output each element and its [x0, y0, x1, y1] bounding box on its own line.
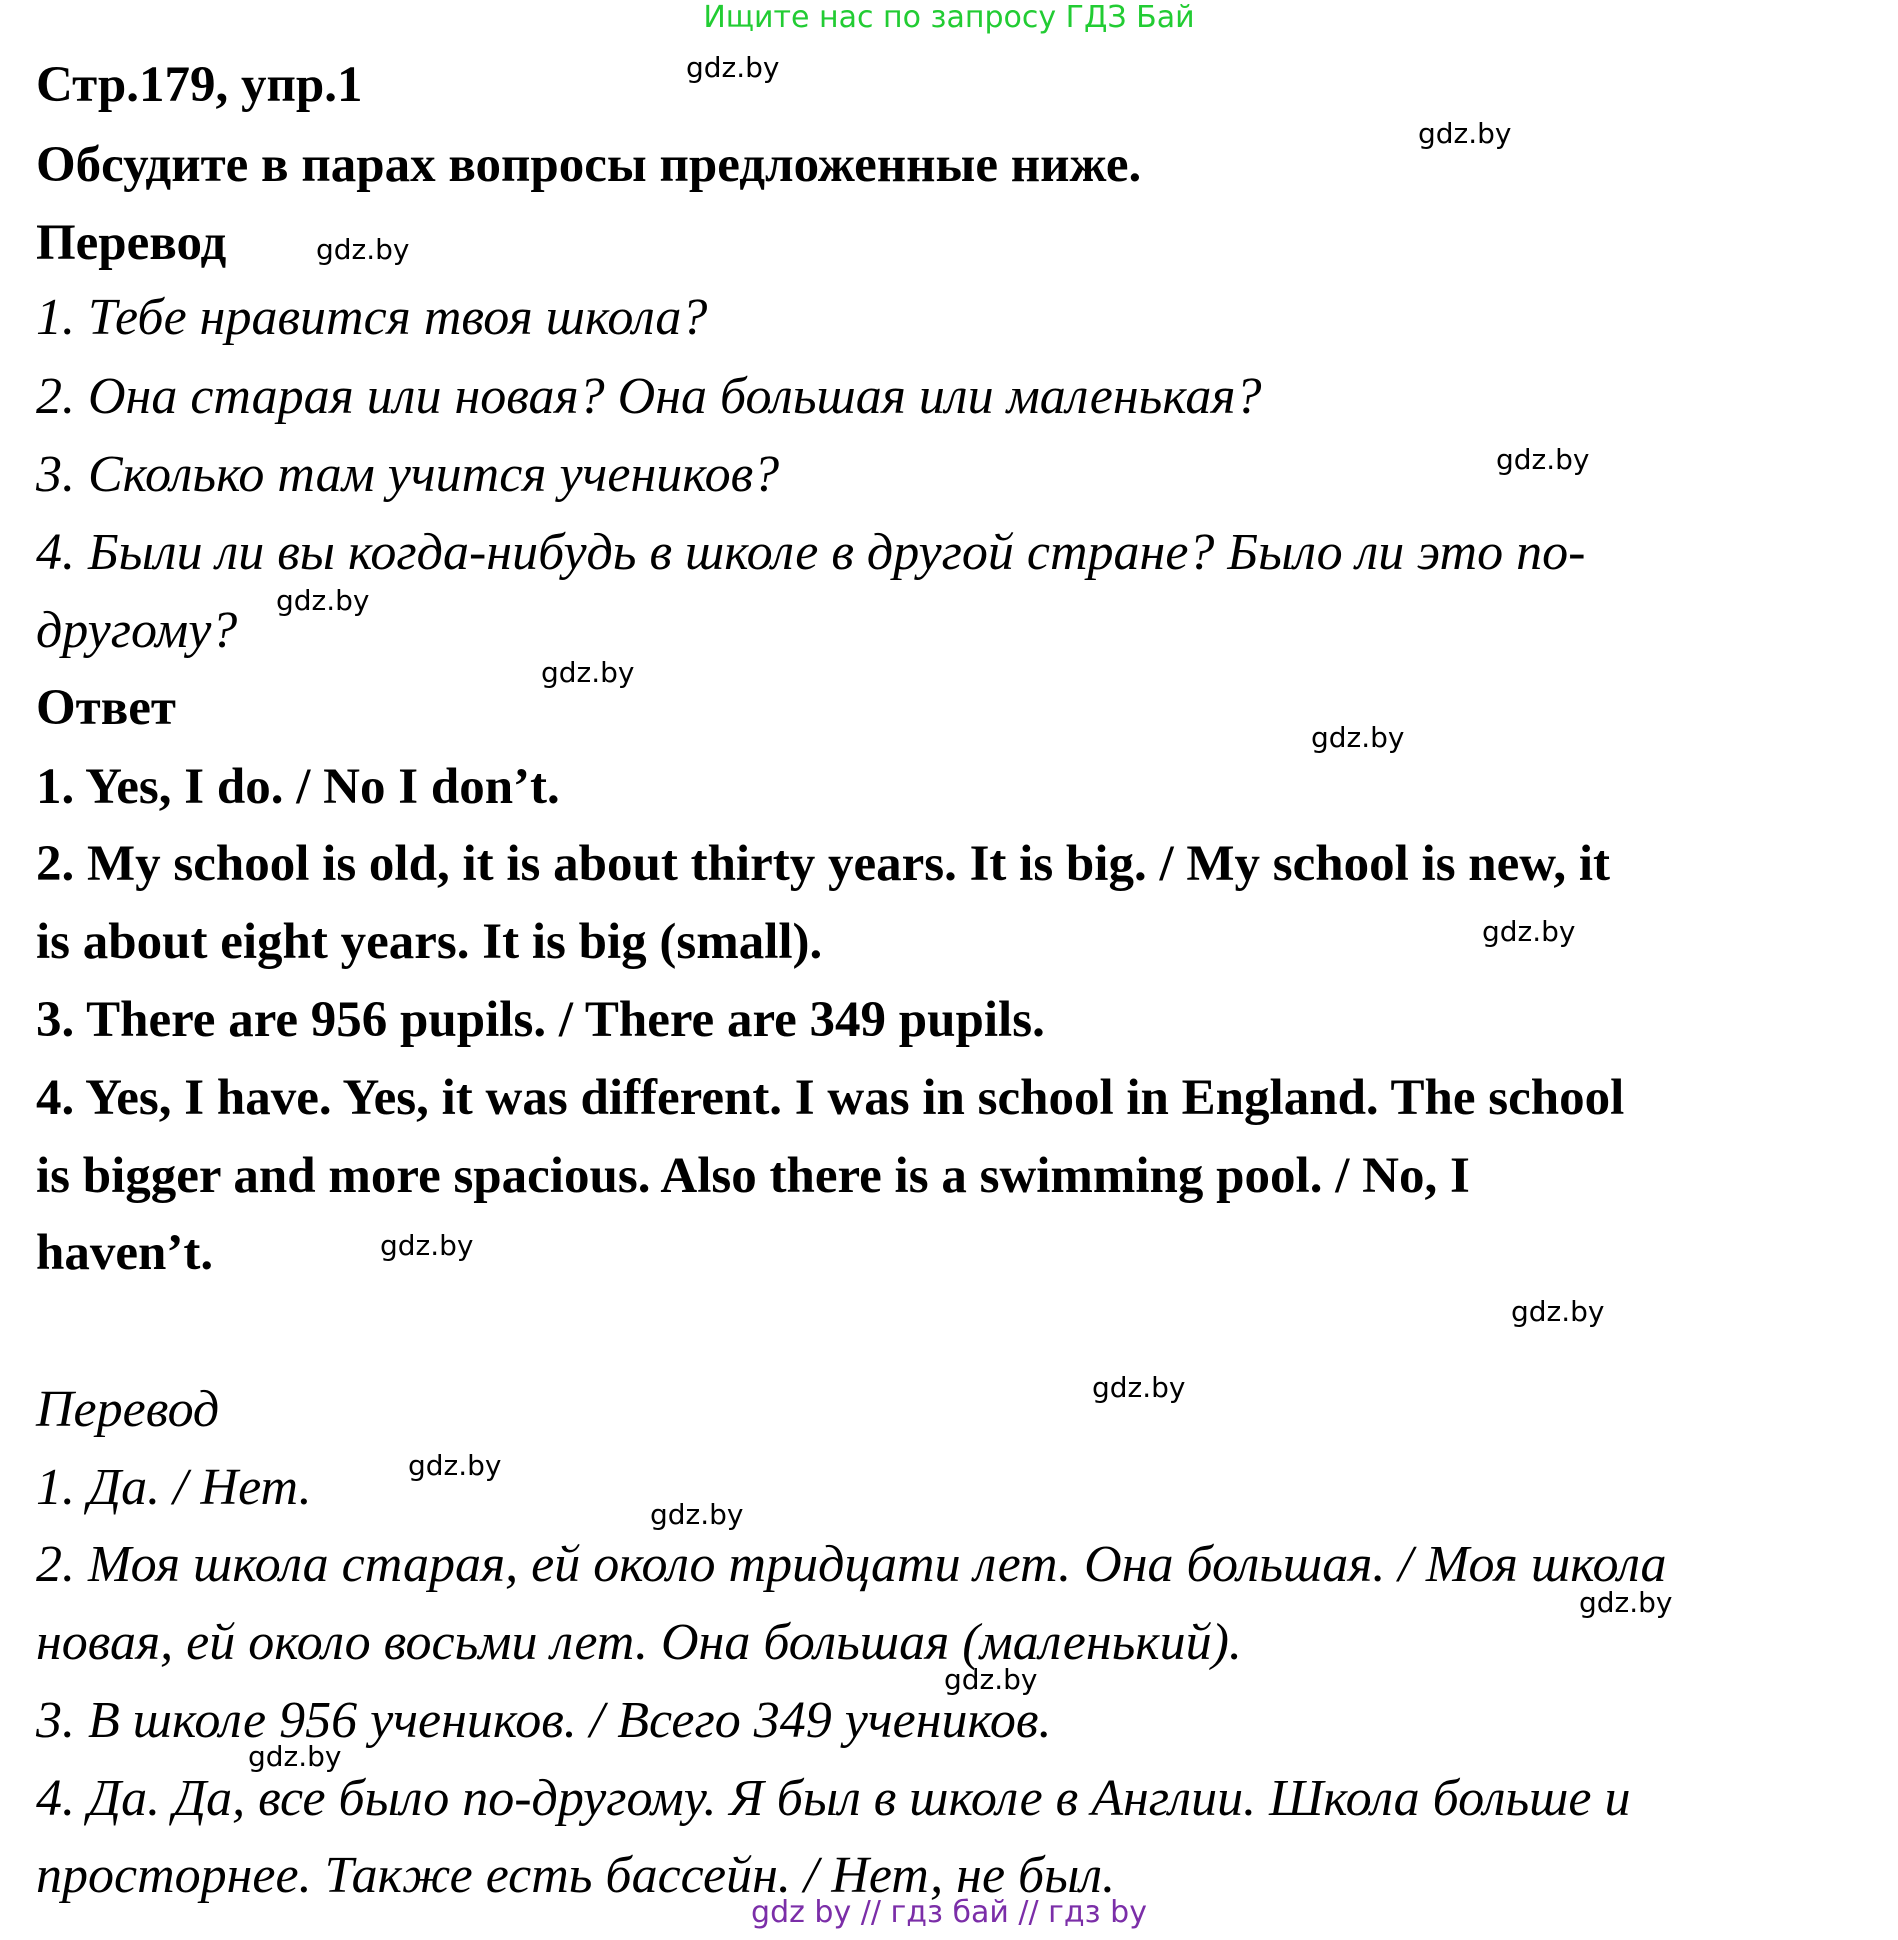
answer-translation-4-continuation: просторнее. Также есть бассейн. / Нет, не был.: [36, 1847, 1116, 1904]
answer-translation-2-continuation: новая, ей около восьми лет. Она большая (маленький).: [36, 1614, 1242, 1671]
answer-heading: Ответ: [36, 680, 176, 736]
watermark: gdz.by: [686, 51, 780, 84]
answer-translation-3: 3. В школе 956 учеников. / Всего 349 учеников.: [36, 1692, 1052, 1749]
watermark: gdz.by: [541, 656, 635, 689]
top-search-banner[interactable]: Ищите нас по запросу ГДЗ Бай: [703, 0, 1195, 35]
watermark: gdz.by: [1418, 117, 1512, 150]
answer-2-continuation: is about eight years. It is big (small).: [36, 914, 823, 970]
watermark: gdz.by: [1311, 721, 1405, 754]
answer-2: 2. My school is old, it is about thirty years. It is big. / My school is new, it: [36, 836, 1610, 892]
bottom-site-banner[interactable]: gdz by // гдз бай // гдз by: [751, 1895, 1147, 1930]
watermark: gdz.by: [1511, 1295, 1605, 1328]
watermark: gdz.by: [1496, 443, 1590, 476]
watermark: gdz.by: [380, 1229, 474, 1262]
answer-translation-4: 4. Да. Да, все было по-другому. Я был в школе в Англии. Школа больше и: [36, 1770, 1631, 1827]
answer-4-continuation: is bigger and more spacious. Also there is a swimming pool. / No, I: [36, 1148, 1470, 1204]
answer-4: 4. Yes, I have. Yes, it was different. I was in school in England. The school: [36, 1070, 1625, 1126]
watermark: gdz.by: [276, 584, 370, 617]
answer-translation-1: 1. Да. / Нет.: [36, 1459, 312, 1516]
answer-4-end: haven’t.: [36, 1225, 214, 1281]
answer-1: 1. Yes, I do. / No I don’t.: [36, 759, 560, 815]
question-2: 2. Она старая или новая? Она большая или маленькая?: [36, 368, 1262, 425]
watermark: gdz.by: [248, 1740, 342, 1773]
watermark: gdz.by: [1579, 1586, 1673, 1619]
question-4-continuation: другому?: [36, 602, 238, 659]
watermark: gdz.by: [1482, 915, 1576, 948]
question-4: 4. Были ли вы когда-нибудь в школе в другой стране? Было ли это по-: [36, 524, 1586, 581]
answer-translation-heading: Перевод: [36, 1381, 220, 1438]
translation-heading: Перевод: [36, 215, 227, 271]
answer-3: 3. There are 956 pupils. / There are 349 pupils.: [36, 992, 1045, 1048]
watermark: gdz.by: [650, 1498, 744, 1531]
question-1: 1. Тебе нравится твоя школа?: [36, 289, 708, 346]
exercise-instruction: Обсудите в парах вопросы предложенные ниже.: [36, 137, 1142, 193]
watermark: gdz.by: [944, 1663, 1038, 1696]
watermark: gdz.by: [1092, 1371, 1186, 1404]
answer-translation-2: 2. Моя школа старая, ей около тридцати лет. Она большая. / Моя школа: [36, 1536, 1667, 1593]
watermark: gdz.by: [316, 233, 410, 266]
question-3: 3. Сколько там учится учеников?: [36, 446, 780, 503]
watermark: gdz.by: [408, 1449, 502, 1482]
exercise-title: Стр.179, упр.1: [36, 57, 363, 113]
